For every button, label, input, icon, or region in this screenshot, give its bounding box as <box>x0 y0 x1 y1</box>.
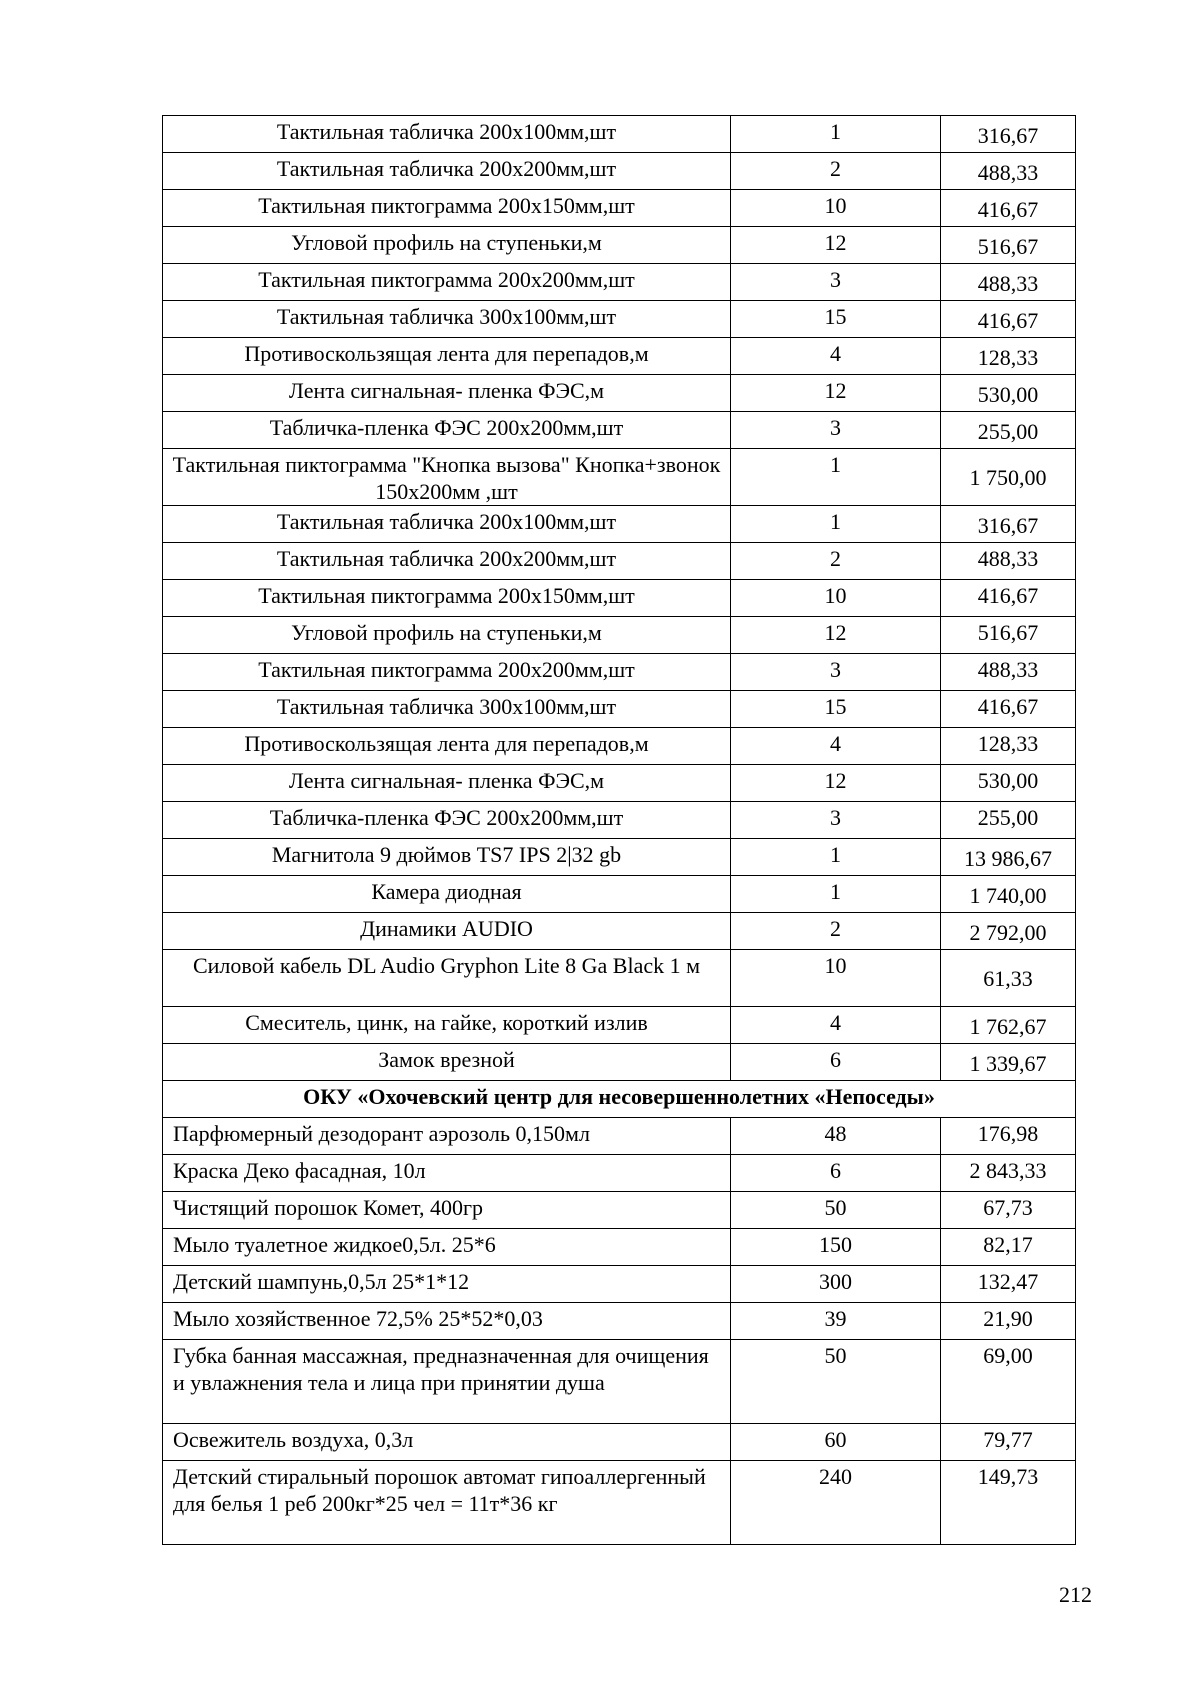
item-qty-cell: 10 <box>731 190 941 227</box>
table-row <box>163 1424 1076 1461</box>
table-row <box>163 691 1076 728</box>
item-name-cell: Губка банная массажная, предназначенная для очищения и увлажнения тела и лица при принятии душа <box>163 1340 731 1424</box>
item-name-cell: Табличка-пленка ФЭС 200х200мм,шт <box>163 802 731 839</box>
item-qty-cell: 150 <box>731 1229 941 1266</box>
item-name-cell: Тактильная табличка 200х200мм,шт <box>163 543 731 580</box>
item-price-cell: 488,33 <box>941 264 1076 301</box>
item-qty-cell: 4 <box>731 728 941 765</box>
table-row <box>163 1461 1076 1545</box>
item-qty-cell: 15 <box>731 691 941 728</box>
item-price-cell: 128,33 <box>941 338 1076 375</box>
item-name-cell: Лента сигнальная- пленка ФЭС,м <box>163 765 731 802</box>
item-name-cell: Магнитола 9 дюймов TS7 IPS 2|32 gb <box>163 839 731 876</box>
page-number: 212 <box>1059 1582 1092 1607</box>
item-price-cell: 416,67 <box>941 691 1076 728</box>
item-price-cell: 488,33 <box>941 654 1076 691</box>
item-price-cell: 2 792,00 <box>941 913 1076 950</box>
table-row <box>163 449 1076 506</box>
item-price-cell: 416,67 <box>941 190 1076 227</box>
item-name-cell: Динамики AUDIO <box>163 913 731 950</box>
item-qty-cell: 50 <box>731 1192 941 1229</box>
table-row <box>163 1192 1076 1229</box>
item-name-cell: Угловой профиль на ступеньки,м <box>163 617 731 654</box>
section-title: ОКУ «Охочевский центр для несовершеннолетних «Непоседы» <box>163 1081 1076 1118</box>
table-row <box>163 1007 1076 1044</box>
table-row <box>163 1118 1076 1155</box>
table-row <box>163 543 1076 580</box>
table-row <box>163 153 1076 190</box>
item-name-cell: Тактильная табличка 200х100мм,шт <box>163 506 731 543</box>
table-row <box>163 839 1076 876</box>
item-qty-cell: 1 <box>731 449 941 506</box>
table-row <box>163 1266 1076 1303</box>
item-price-cell: 488,33 <box>941 153 1076 190</box>
item-price-cell: 255,00 <box>941 412 1076 449</box>
item-qty-cell: 3 <box>731 802 941 839</box>
item-qty-cell: 12 <box>731 227 941 264</box>
item-name-cell: Тактильная табличка 300х100мм,шт <box>163 691 731 728</box>
item-qty-cell: 10 <box>731 580 941 617</box>
item-name-cell: Мыло хозяйственное 72,5% 25*52*0,03 <box>163 1303 731 1340</box>
item-price-cell: 82,17 <box>941 1229 1076 1266</box>
item-price-cell: 132,47 <box>941 1266 1076 1303</box>
item-qty-cell: 15 <box>731 301 941 338</box>
table-row <box>163 654 1076 691</box>
item-price-cell: 1 740,00 <box>941 876 1076 913</box>
item-name-cell: Краска Деко фасадная, 10л <box>163 1155 731 1192</box>
item-name-cell: Освежитель воздуха, 0,3л <box>163 1424 731 1461</box>
item-name-cell: Детский шампунь,0,5л 25*1*12 <box>163 1266 731 1303</box>
items-table-body <box>163 116 1076 1545</box>
table-row <box>163 1303 1076 1340</box>
table-row <box>163 1155 1076 1192</box>
item-price-cell: 61,33 <box>941 950 1076 1007</box>
item-price-cell: 149,73 <box>941 1461 1076 1545</box>
item-price-cell: 21,90 <box>941 1303 1076 1340</box>
table-row <box>163 728 1076 765</box>
item-qty-cell: 6 <box>731 1155 941 1192</box>
item-qty-cell: 2 <box>731 153 941 190</box>
item-price-cell: 316,67 <box>941 116 1076 153</box>
item-qty-cell: 1 <box>731 876 941 913</box>
item-name-cell: Противоскользящая лента для перепадов,м <box>163 728 731 765</box>
item-qty-cell: 1 <box>731 116 941 153</box>
item-qty-cell: 50 <box>731 1340 941 1424</box>
item-name-cell: Табличка-пленка ФЭС 200х200мм,шт <box>163 412 731 449</box>
section-header-row <box>163 1081 1076 1118</box>
item-price-cell: 516,67 <box>941 617 1076 654</box>
table-row <box>163 264 1076 301</box>
table-row <box>163 412 1076 449</box>
item-name-cell: Тактильная табличка 300х100мм,шт <box>163 301 731 338</box>
table-row <box>163 802 1076 839</box>
item-qty-cell: 4 <box>731 1007 941 1044</box>
item-price-cell: 1 762,67 <box>941 1007 1076 1044</box>
item-name-cell: Камера диодная <box>163 876 731 913</box>
item-name-cell: Тактильная пиктограмма 200х200мм,шт <box>163 654 731 691</box>
table-row <box>163 227 1076 264</box>
table-row <box>163 338 1076 375</box>
item-name-cell: Мыло туалетное жидкое0,5л. 25*6 <box>163 1229 731 1266</box>
table-row <box>163 950 1076 1007</box>
table-row <box>163 913 1076 950</box>
table-row <box>163 301 1076 338</box>
table-row <box>163 506 1076 543</box>
item-qty-cell: 4 <box>731 338 941 375</box>
item-name-cell: Тактильная пиктограмма "Кнопка вызова" Кнопка+звонок 150х200мм ,шт <box>163 449 731 506</box>
item-price-cell: 530,00 <box>941 375 1076 412</box>
item-name-cell: Тактильная пиктограмма 200х200мм,шт <box>163 264 731 301</box>
item-price-cell: 530,00 <box>941 765 1076 802</box>
item-qty-cell: 12 <box>731 617 941 654</box>
table-row <box>163 1340 1076 1424</box>
item-qty-cell: 10 <box>731 950 941 1007</box>
item-price-cell: 1 339,67 <box>941 1044 1076 1081</box>
item-qty-cell: 3 <box>731 412 941 449</box>
table-row <box>163 617 1076 654</box>
items-table <box>162 115 1076 1545</box>
item-name-cell: Парфюмерный дезодорант аэрозоль 0,150мл <box>163 1118 731 1155</box>
item-qty-cell: 1 <box>731 506 941 543</box>
item-price-cell: 176,98 <box>941 1118 1076 1155</box>
item-price-cell: 416,67 <box>941 301 1076 338</box>
table-row <box>163 116 1076 153</box>
item-name-cell: Тактильная табличка 200х200мм,шт <box>163 153 731 190</box>
item-price-cell: 2 843,33 <box>941 1155 1076 1192</box>
item-price-cell: 255,00 <box>941 802 1076 839</box>
item-qty-cell: 39 <box>731 1303 941 1340</box>
item-price-cell: 316,67 <box>941 506 1076 543</box>
item-name-cell: Тактильная пиктограмма 200х150мм,шт <box>163 580 731 617</box>
table-row <box>163 1229 1076 1266</box>
item-name-cell: Противоскользящая лента для перепадов,м <box>163 338 731 375</box>
item-qty-cell: 240 <box>731 1461 941 1545</box>
item-name-cell: Смеситель, цинк, на гайке, короткий излив <box>163 1007 731 1044</box>
table-row <box>163 375 1076 412</box>
item-price-cell: 67,73 <box>941 1192 1076 1229</box>
item-qty-cell: 60 <box>731 1424 941 1461</box>
table-row <box>163 1044 1076 1081</box>
item-name-cell: Тактильная пиктограмма 200х150мм,шт <box>163 190 731 227</box>
item-name-cell: Замок врезной <box>163 1044 731 1081</box>
item-qty-cell: 48 <box>731 1118 941 1155</box>
table-row <box>163 190 1076 227</box>
item-qty-cell: 3 <box>731 264 941 301</box>
item-price-cell: 516,67 <box>941 227 1076 264</box>
table-row <box>163 765 1076 802</box>
item-price-cell: 13 986,67 <box>941 839 1076 876</box>
item-name-cell: Детский стиральный порошок автомат гипоаллергенный для белья 1 реб 200кг*25 чел = 11т*36 кг <box>163 1461 731 1545</box>
item-qty-cell: 2 <box>731 543 941 580</box>
item-name-cell: Лента сигнальная- пленка ФЭС,м <box>163 375 731 412</box>
table-row <box>163 876 1076 913</box>
item-qty-cell: 300 <box>731 1266 941 1303</box>
item-qty-cell: 3 <box>731 654 941 691</box>
item-qty-cell: 12 <box>731 765 941 802</box>
item-price-cell: 416,67 <box>941 580 1076 617</box>
item-price-cell: 128,33 <box>941 728 1076 765</box>
item-qty-cell: 6 <box>731 1044 941 1081</box>
item-name-cell: Угловой профиль на ступеньки,м <box>163 227 731 264</box>
item-price-cell: 69,00 <box>941 1340 1076 1424</box>
item-price-cell: 1 750,00 <box>941 449 1076 506</box>
item-name-cell: Силовой кабель DL Audio Gryphon Lite 8 Ga Black 1 м <box>163 950 731 1007</box>
item-qty-cell: 2 <box>731 913 941 950</box>
item-qty-cell: 1 <box>731 839 941 876</box>
item-price-cell: 79,77 <box>941 1424 1076 1461</box>
table-row <box>163 580 1076 617</box>
item-price-cell: 488,33 <box>941 543 1076 580</box>
item-name-cell: Чистящий порошок Комет, 400гр <box>163 1192 731 1229</box>
item-name-cell: Тактильная табличка 200х100мм,шт <box>163 116 731 153</box>
item-qty-cell: 12 <box>731 375 941 412</box>
